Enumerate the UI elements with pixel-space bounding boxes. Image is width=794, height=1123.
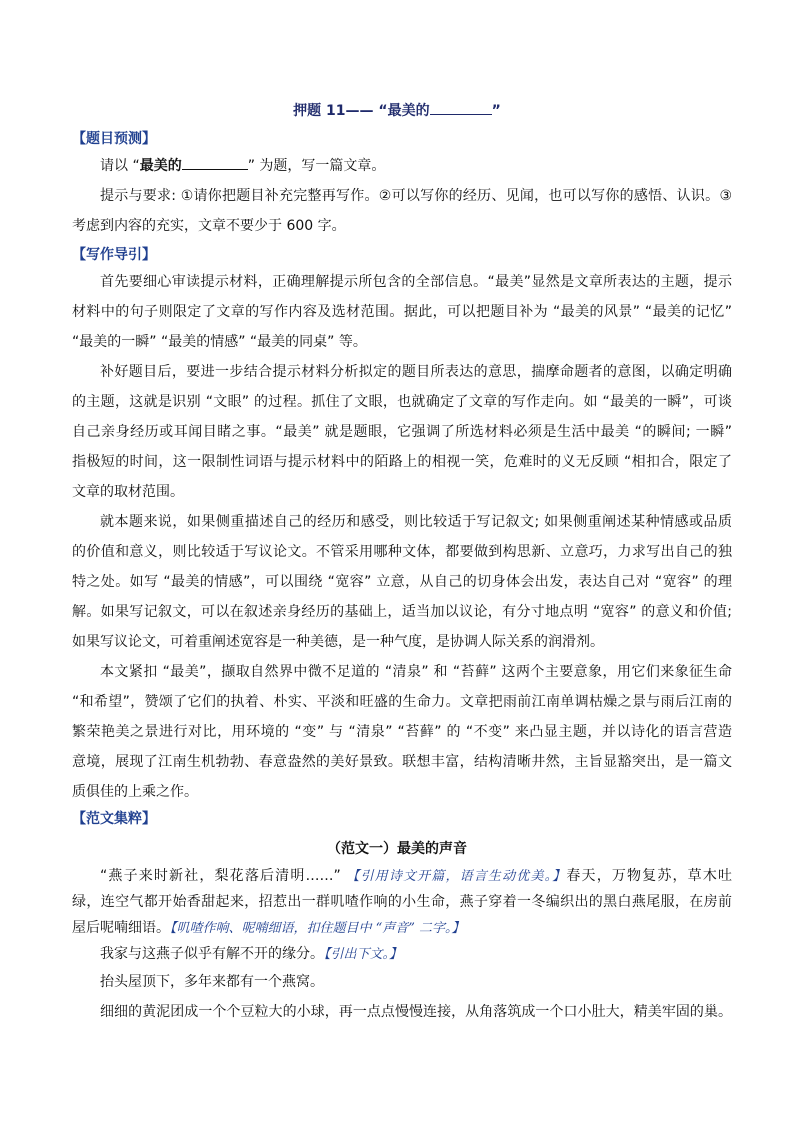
guide-line: 意境，展现了江南生机勃勃、春意盎然的美好景致。联想丰富，结构清晰井然，主旨显豁突出，是一篇文: [72, 754, 732, 770]
essay-line: 绿，连空气都开始香甜起来，招惹出一群叽喳作响的小生命，燕子穿着一冬编织出的黑白燕尾服，在房前: [72, 894, 732, 910]
essay-text: 春天，万物复苏，草木吐: [566, 868, 732, 884]
essay-line: 抬头屋顶下，多年来都有一个燕窝。: [100, 974, 324, 990]
essay-text: 我家与这燕子似乎有解不开的缘分。: [100, 946, 324, 962]
guide-line: 繁荣艳美之景进行对比，用环境的 “变” 与 “清泉” “苔藓” 的 “不变” 来凸显主题，并以诗化的语言营造: [72, 724, 732, 740]
section-heading-samples: 【范文集粹】: [72, 811, 156, 827]
title-blank: [430, 102, 492, 115]
page-title: [0, 100, 794, 120]
prompt-text: ” 为题，写一篇文章。: [247, 158, 386, 174]
guide-line: 解。如果写记叙文，可以在叙述亲身经历的基础上，适当加以议论，有分寸地点明 “宽容” 的意义和价值;: [72, 604, 732, 620]
prompt-topic: 最美的: [139, 158, 182, 174]
guide-line: 文章的取材范围。: [72, 484, 184, 500]
guide-line: 首先要细心审读提示材料，正确理解提示所包含的全部信息。“最美”显然是文章所表达的主题，提示: [100, 274, 732, 290]
essay-text: 屋后呢喃细语。: [72, 920, 170, 936]
prompt-line-1: [100, 156, 732, 176]
guide-line: 指极短的时间，这一限制性词语与提示材料中的陌路上的相视一笑，危难时的义无反顾 “相扣合，限定了: [72, 454, 732, 470]
essay-line: [100, 944, 732, 965]
guide-line: 材料中的句子则限定了文章的写作内容及选材范围。据此，可以把题目补为 “最美的风景” “最美的记忆”: [72, 304, 732, 320]
guide-line: 就本题来说，如果侧重描述自己的经历和感受，则比较适于写记叙文; 如果侧重阐述某种情感或品质: [100, 514, 732, 530]
guide-line: “最美的一瞬” “最美的情感” “最美的同桌” 等。: [72, 334, 367, 350]
prompt-blank: [182, 157, 248, 170]
prompt-line-2: 提示与要求: ①请你把题目补充完整再写作。②可以写你的经历、见闻，也可以写你的感悟、认识。③: [100, 188, 732, 204]
guide-line: “和希望”，赞颂了它们的执着、朴实、平淡和旺盛的生命力。文章把雨前江南单调枯燥之景与雨后江南的: [72, 694, 732, 710]
guide-line: 特之处。如写 “最美的情感”，可以围绕 “宽容” 立意，从自己的切身体会出发，表达自己对 “宽容” 的理: [72, 574, 732, 590]
title-suffix: ”: [491, 103, 501, 119]
guide-line: 自己亲身经历或耳闻目睹之事。“最美” 就是题眼，它强调了所选材料必须是生活中最美 “的瞬间; 一瞬”: [72, 424, 732, 440]
guide-line: 补好题目后，要进一步结合提示材料分析拟定的题目所表达的意思，揣摩命题者的意图，以确定明确: [100, 364, 732, 380]
guide-line: 的价值和意义，则比较适于写议论文。不管采用哪种文体，都要做到构思新、立意巧，力求写出自己的独: [72, 544, 732, 560]
guide-line: 的主题，这就是识别 “文眼” 的过程。抓住了文眼，也就确定了文章的写作走向。如 “最美的一瞬”，可谈: [72, 394, 732, 410]
guide-line: 本文紧扣 “最美”，撷取自然界中微不足道的 “清泉” 和 “苔藓” 这两个主要意象，用它们来象征生命: [100, 664, 732, 680]
essay-title: （范文一）最美的声音: [327, 841, 467, 857]
guide-line: 如果写议论文，可着重阐述宽容是一种美德，是一种气度，是协调人际关系的润滑剂。: [72, 634, 604, 650]
annotation-note: 【引用诗文开篇，语言生动优美。】: [346, 869, 567, 884]
section-heading-prediction: 【题目预测】: [72, 131, 156, 147]
essay-line: [100, 866, 732, 887]
annotation-note: 【叽喳作响、呢喃细语，扣住题目中 “声音” 二字。】: [170, 921, 465, 936]
essay-line: 细细的黄泥团成一个个豆粒大的小球，再一点点慢慢连接，从角落筑成一个口小肚大，精美牢固的巢。: [100, 1004, 732, 1020]
essay-line: [72, 918, 732, 939]
prompt-line-3: 考虑到内容的充实，文章不要少于 600 字。: [72, 218, 346, 234]
annotation-note: 【引出下文。】: [324, 947, 403, 962]
essay-text: “燕子来时新社，梨花落后清明……”: [100, 868, 347, 884]
guide-line: 质俱佳的上乘之作。: [72, 784, 198, 800]
title-prefix: 押题 11—— “最美的: [293, 103, 430, 119]
prompt-text: 请以 “: [100, 158, 140, 174]
section-heading-guide: 【写作导引】: [72, 247, 156, 263]
